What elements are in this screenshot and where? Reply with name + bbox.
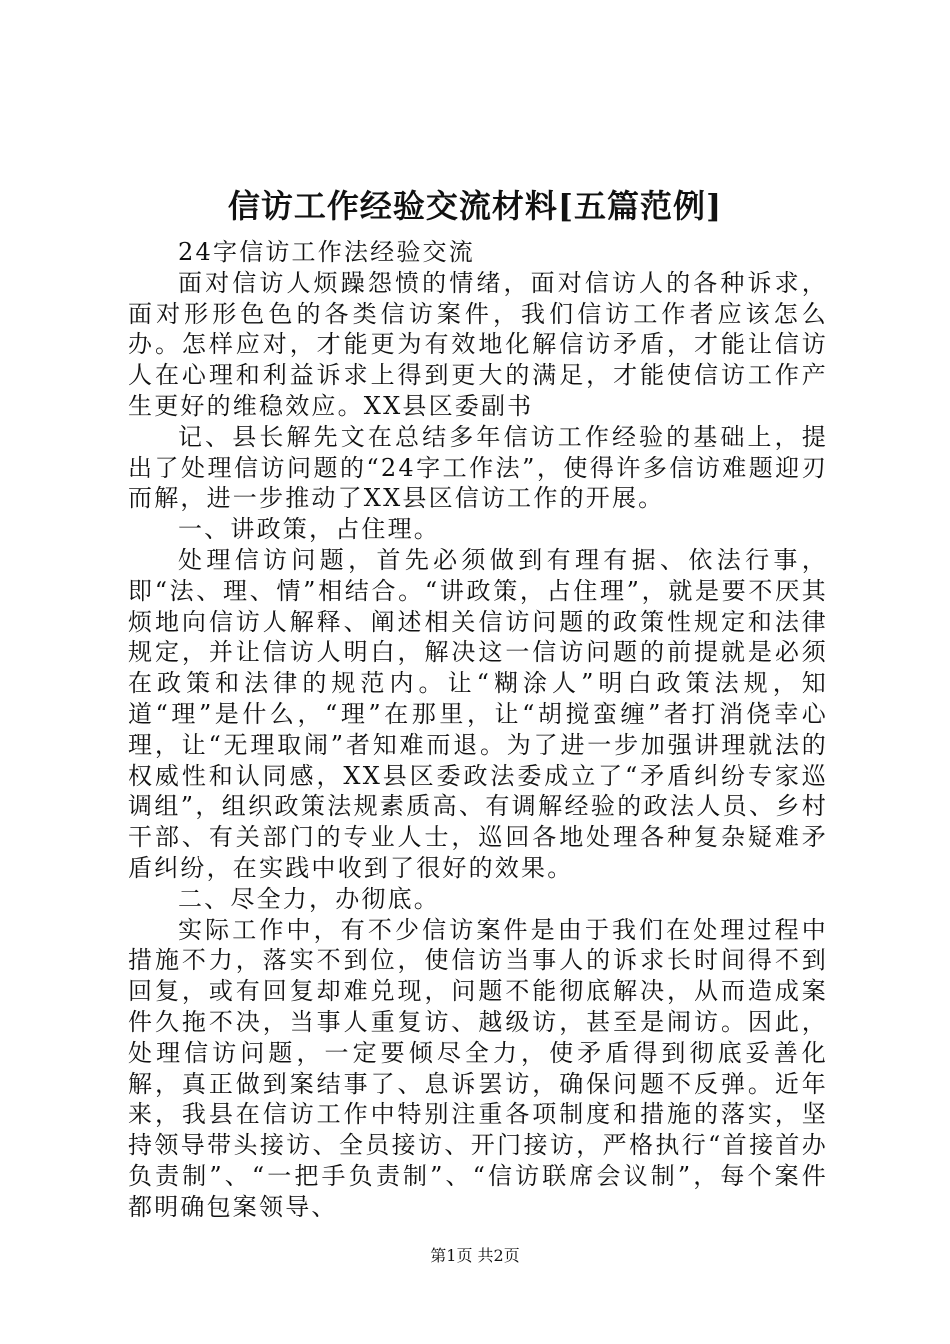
body-paragraph: 实际工作中，有不少信访案件是由于我们在处理过程中措施不力，落实不到位，使信访当事人的诉求长时间得不到回复，或有回复却难兑现，问题不能彻底解决，从而造成案件久拖不决，当事人重复访、越级访，甚至是闹访。因此，处理信访问题，一定要倾尽全力，使矛盾得到彻底妥善化解，真正做到案结事了、息诉罢访，确保问题不反弹。近年来，我县在信访工作中特别注重各项制度和措施的落实，坚持领导带头接访、全员接访、开门接访，严格执行“首接首办负责制”、“一把手负责制”、“信访联席会议制”，每个案件都明确包案领导、	[128, 915, 828, 1221]
body-paragraph: 处理信访问题，首先必须做到有理有据、依法行事，即“法、理、情”相结合。“讲政策，占住理”，就是要不厌其烦地向信访人解释、阐述相关信访问题的政策性规定和法律规定，并让信访人明白，解决这一信访问题的前提就是必须在政策和法律的规范内。让“糊涂人”明白政策法规，知道“理”是什么，“理”在那里，让“胡搅蛮缠”者打消侥幸心理，让“无理取闹”者知难而退。为了进一步加强讲理就法的权威性和认同感，XX县区委政法委成立了“矛盾纠纷专家巡调组”，组织政策法规素质高、有调解经验的政法人员、乡村干部、有关部门的专业人士，巡回各地处理各种复杂疑难矛盾纠纷，在实践中收到了很好的效果。	[128, 545, 828, 882]
section-heading: 二、尽全力，办彻底。	[178, 884, 440, 913]
body-paragraph: 面对信访人烦躁怨愤的情绪，面对信访人的各种诉求，面对形形色色的各类信访案件，我们信访工作者应该怎么办。怎样应对，才能更为有效地化解信访矛盾，才能让信访人在心理和利益诉求上得到更大的满足，才能使信访工作产生更好的维稳效应。XX县区委副书	[128, 268, 828, 420]
subtitle-paragraph: 24字信访工作法经验交流	[178, 238, 475, 266]
body-paragraph: 记、县长解先文在总结多年信访工作经验的基础上，提出了处理信访问题的“24字工作法”，使得许多信访难题迎刃而解，进一步推动了XX县区信访工作的开展。	[128, 422, 828, 513]
page-footer: 第1页 共2页	[430, 1246, 520, 1265]
section-heading: 一、讲政策，占住理。	[178, 515, 440, 544]
document-body	[128, 237, 828, 1223]
document-title: 信访工作经验交流材料[五篇范例]	[227, 187, 723, 225]
